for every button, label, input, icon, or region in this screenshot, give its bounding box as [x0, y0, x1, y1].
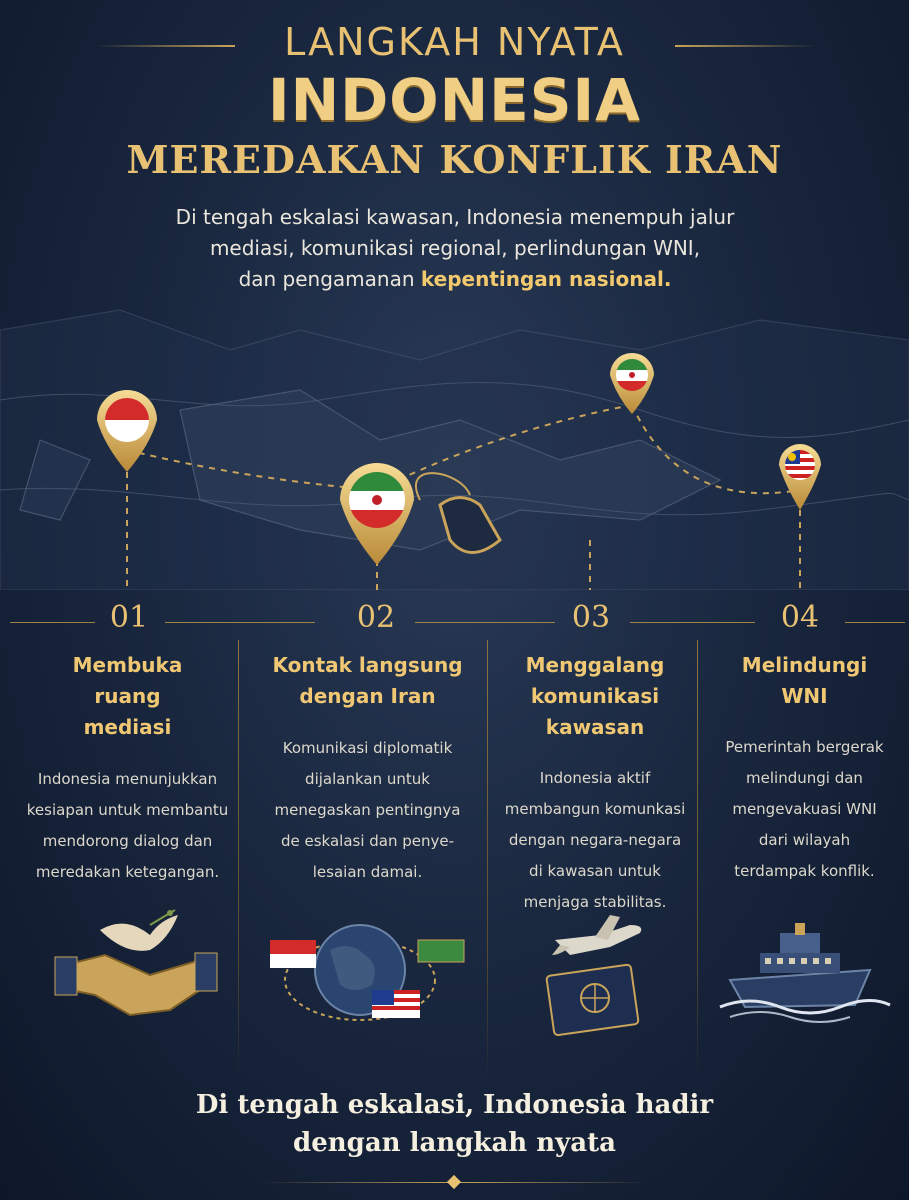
diamond-ornament-icon	[447, 1175, 461, 1189]
step-number-1: 01	[109, 600, 149, 635]
closing-line-1: Di tengah eskalasi, Indonesia hadir	[195, 1090, 714, 1120]
step-number-3: 03	[571, 600, 611, 635]
step-card-3	[500, 650, 690, 918]
title-line-3: MEREDAKAN KONFLIK IRAN	[126, 137, 783, 182]
step-title-4: Melindungi WNI	[741, 653, 868, 708]
step-body-4: Pemerintah bergerak melindungi dan mengevakuasi WNI dari wilayah terdampak konflik.	[725, 738, 884, 880]
step-title-2: Kontak langsung dengan Iran	[272, 653, 463, 708]
step-card-1	[25, 650, 230, 888]
step-title-3: Menggalang komunikasi kawasan	[525, 653, 665, 739]
step-body-1: Indonesia menunjukkan kesiapan untuk membantu mendorong dialog dan meredakan ketegangan.	[26, 770, 229, 881]
divider-line	[165, 622, 315, 623]
divider-line	[415, 622, 555, 623]
ship-icon	[720, 923, 890, 1022]
divider-line	[845, 622, 905, 623]
intro-text-part1: Di tengah eskalasi kawasan, Indonesia menempuh jalur mediasi, komunikasi regional, perlindungan WNI,	[175, 205, 735, 260]
intro-text-part2: dan pengamanan	[238, 267, 421, 291]
step-body-2: Komunikasi diplomatik dijalankan untuk menegaskan pentingnya de eskalasi dan penye-lesaian damai.	[274, 739, 461, 881]
step-card-2	[255, 650, 480, 888]
step-body-3: Indonesia aktif membangun komunkasi dengan negara-negara di kawasan untuk menjaga stabilitas.	[504, 769, 686, 911]
intro-highlight: kepentingan nasional.	[420, 267, 672, 291]
map-illustration	[0, 290, 909, 590]
intro-text	[150, 202, 760, 295]
step-illustrations	[0, 895, 909, 1045]
step-number-4: 04	[780, 600, 820, 635]
handshake-dove-icon	[55, 910, 217, 1015]
plane-passport-icon	[546, 915, 641, 1036]
title-line-2: INDONESIA	[268, 66, 641, 134]
step-card-4	[707, 650, 902, 887]
title-line-1: LANGKAH NYATA	[284, 20, 625, 64]
closing-statement	[0, 1086, 909, 1162]
closing-line-2: dengan langkah nyata	[293, 1128, 616, 1158]
divider-line	[630, 622, 755, 623]
globe-flags-icon	[270, 925, 464, 1020]
step-title-1: Membuka ruang mediasi	[72, 653, 183, 739]
step-number-2: 02	[356, 600, 396, 635]
